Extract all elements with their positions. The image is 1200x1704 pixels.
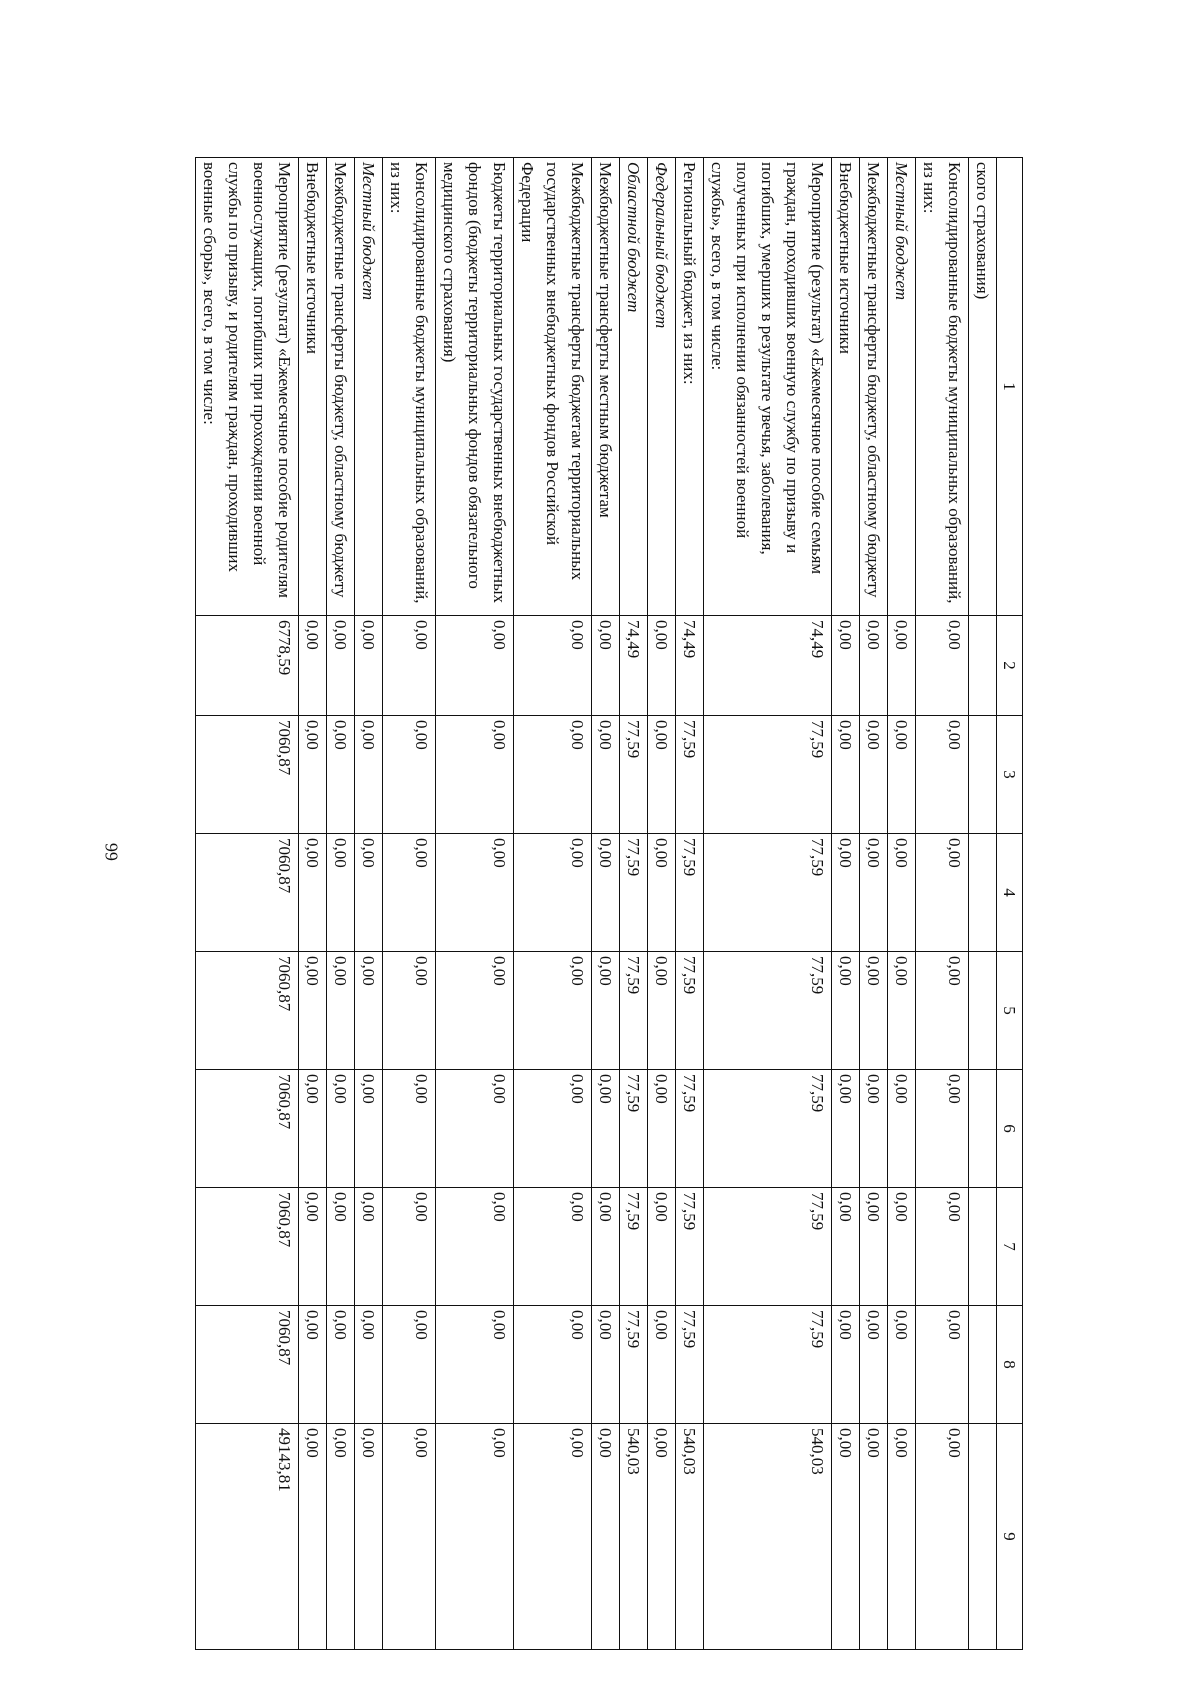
- cell-value: 77,59: [704, 1188, 832, 1306]
- cell-value: 0,00: [648, 1306, 676, 1424]
- table-row: [355, 158, 383, 1650]
- row-label: Бюджеты территориальных государственных внебюджетных фондов (бюджеты территориальных фондов обязательного медицинского страхования): [436, 158, 514, 616]
- cell-value: 0,00: [888, 1424, 916, 1650]
- cell-value: 0,00: [327, 616, 355, 716]
- cell-value: 540,03: [676, 1424, 704, 1650]
- cell-value: 0,00: [648, 1424, 676, 1650]
- cell-value: [969, 952, 997, 1070]
- cell-value: 77,59: [676, 1070, 704, 1188]
- row-label: Внебюджетные источники: [832, 158, 860, 616]
- cell-value: 77,59: [704, 1306, 832, 1424]
- cell-value: 540,03: [620, 1424, 648, 1650]
- cell-value: 49143,81: [196, 1424, 299, 1650]
- cell-value: 0,00: [832, 1070, 860, 1188]
- cell-value: 0,00: [436, 616, 514, 716]
- cell-value: 0,00: [916, 1424, 969, 1650]
- cell-value: 0,00: [514, 716, 592, 834]
- table-row: [860, 158, 888, 1650]
- cell-value: 0,00: [648, 716, 676, 834]
- cell-value: 0,00: [860, 1424, 888, 1650]
- header-row: [997, 158, 1023, 1650]
- cell-value: 0,00: [355, 616, 383, 716]
- cell-value: 0,00: [383, 834, 436, 952]
- cell-value: 77,59: [620, 952, 648, 1070]
- row-label: Региональный бюджет, из них:: [676, 158, 704, 616]
- cell-value: 77,59: [620, 834, 648, 952]
- cell-value: 0,00: [592, 834, 620, 952]
- row-label: Мероприятие (результат) «Ежемесячное пособие семьям граждан, проходивших военную службу по призыву и погибших, умерших в результате увечья, заболевания, полученных при исполнении обязанностей военной службы», всего, в том числе:: [704, 158, 832, 616]
- row-label: Федеральный бюджет: [648, 158, 676, 616]
- cell-value: 7060,87: [196, 1306, 299, 1424]
- cell-value: [969, 616, 997, 716]
- cell-value: 0,00: [916, 616, 969, 716]
- cell-value: 0,00: [592, 1306, 620, 1424]
- row-label: Местный бюджет: [355, 158, 383, 616]
- cell-value: 0,00: [436, 834, 514, 952]
- cell-value: 0,00: [860, 616, 888, 716]
- cell-value: 0,00: [832, 952, 860, 1070]
- cell-value: 0,00: [860, 716, 888, 834]
- cell-value: 0,00: [832, 834, 860, 952]
- cell-value: 77,59: [620, 1306, 648, 1424]
- row-label: Консолидированные бюджеты муниципальных образований, из них:: [916, 158, 969, 616]
- cell-value: 0,00: [860, 1306, 888, 1424]
- cell-value: 0,00: [299, 952, 327, 1070]
- cell-value: 77,59: [676, 834, 704, 952]
- cell-value: 0,00: [592, 1424, 620, 1650]
- cell-value: 0,00: [514, 1070, 592, 1188]
- cell-value: 77,59: [704, 716, 832, 834]
- cell-value: 77,59: [620, 1188, 648, 1306]
- cell-value: 0,00: [299, 1188, 327, 1306]
- cell-value: [969, 1306, 997, 1424]
- cell-value: 77,59: [676, 1306, 704, 1424]
- cell-value: 0,00: [592, 716, 620, 834]
- cell-value: 77,59: [704, 1070, 832, 1188]
- table-row: [648, 158, 676, 1650]
- cell-value: 0,00: [514, 834, 592, 952]
- cell-value: 0,00: [355, 952, 383, 1070]
- cell-value: 0,00: [514, 1424, 592, 1650]
- cell-value: 0,00: [832, 616, 860, 716]
- cell-value: 0,00: [383, 716, 436, 834]
- cell-value: 0,00: [436, 952, 514, 1070]
- cell-value: 0,00: [436, 716, 514, 834]
- cell-value: 77,59: [620, 716, 648, 834]
- cell-value: [969, 834, 997, 952]
- budget-table-container: [183, 157, 1023, 1649]
- table-row: [299, 158, 327, 1650]
- cell-value: 0,00: [514, 952, 592, 1070]
- table-row: [832, 158, 860, 1650]
- budget-table: [195, 157, 1023, 1650]
- table-row: [969, 158, 997, 1650]
- cell-value: 7060,87: [196, 1070, 299, 1188]
- cell-value: 0,00: [860, 834, 888, 952]
- row-label: ского страхования): [969, 158, 997, 616]
- cell-value: 0,00: [832, 1306, 860, 1424]
- cell-value: 77,59: [676, 716, 704, 834]
- table-body: [196, 158, 997, 1650]
- cell-value: 0,00: [383, 952, 436, 1070]
- cell-value: 0,00: [299, 834, 327, 952]
- cell-value: 0,00: [916, 1306, 969, 1424]
- cell-value: 0,00: [888, 1070, 916, 1188]
- cell-value: 0,00: [592, 952, 620, 1070]
- page-number: 66: [101, 843, 122, 861]
- cell-value: 0,00: [592, 616, 620, 716]
- cell-value: 77,59: [704, 952, 832, 1070]
- cell-value: 0,00: [355, 716, 383, 834]
- cell-value: 0,00: [860, 952, 888, 1070]
- column-header-9: 9: [997, 1424, 1023, 1650]
- cell-value: 77,59: [676, 952, 704, 1070]
- cell-value: 0,00: [299, 1424, 327, 1650]
- cell-value: 7060,87: [196, 716, 299, 834]
- cell-value: 74,49: [620, 616, 648, 716]
- cell-value: 0,00: [436, 1070, 514, 1188]
- cell-value: 0,00: [383, 616, 436, 716]
- cell-value: 0,00: [832, 716, 860, 834]
- cell-value: 0,00: [888, 716, 916, 834]
- cell-value: 0,00: [383, 1424, 436, 1650]
- column-header-4: 4: [997, 834, 1023, 952]
- table-row: [196, 158, 299, 1650]
- cell-value: 0,00: [383, 1306, 436, 1424]
- cell-value: [969, 716, 997, 834]
- row-label: Межбюджетные трансферты бюджетам территориальных государственных внебюджетных фондов Российской Федерации: [514, 158, 592, 616]
- cell-value: 7060,87: [196, 834, 299, 952]
- table-row: [888, 158, 916, 1650]
- table-row: [592, 158, 620, 1650]
- cell-value: 540,03: [704, 1424, 832, 1650]
- table-row: [436, 158, 514, 1650]
- cell-value: 0,00: [299, 616, 327, 716]
- table-row: [327, 158, 355, 1650]
- cell-value: 0,00: [832, 1188, 860, 1306]
- cell-value: 0,00: [327, 952, 355, 1070]
- cell-value: 0,00: [355, 1070, 383, 1188]
- column-header-2: 2: [997, 616, 1023, 716]
- cell-value: 0,00: [916, 952, 969, 1070]
- cell-value: 77,59: [676, 1188, 704, 1306]
- cell-value: [969, 1424, 997, 1650]
- table-row: [383, 158, 436, 1650]
- column-header-1: 1: [997, 158, 1023, 616]
- cell-value: 74,49: [676, 616, 704, 716]
- cell-value: 0,00: [383, 1188, 436, 1306]
- table-row: [514, 158, 592, 1650]
- cell-value: 0,00: [860, 1188, 888, 1306]
- cell-value: 0,00: [592, 1188, 620, 1306]
- row-label: Межбюджетные трансферты бюджету, областному бюджету: [327, 158, 355, 616]
- cell-value: 77,59: [704, 834, 832, 952]
- cell-value: 0,00: [514, 1306, 592, 1424]
- cell-value: 0,00: [860, 1070, 888, 1188]
- cell-value: 0,00: [648, 616, 676, 716]
- row-label: Местный бюджет: [888, 158, 916, 616]
- cell-value: 0,00: [916, 1070, 969, 1188]
- row-label: Областной бюджет: [620, 158, 648, 616]
- cell-value: 7060,87: [196, 952, 299, 1070]
- cell-value: 0,00: [648, 1070, 676, 1188]
- cell-value: 0,00: [648, 1188, 676, 1306]
- cell-value: 0,00: [916, 834, 969, 952]
- column-header-5: 5: [997, 952, 1023, 1070]
- table-row: [620, 158, 648, 1650]
- row-label: Внебюджетные источники: [299, 158, 327, 616]
- column-header-7: 7: [997, 1188, 1023, 1306]
- column-header-8: 8: [997, 1306, 1023, 1424]
- row-label: Консолидированные бюджеты муниципальных образований, из них:: [383, 158, 436, 616]
- cell-value: 77,59: [620, 1070, 648, 1188]
- cell-value: 0,00: [916, 716, 969, 834]
- cell-value: 0,00: [888, 834, 916, 952]
- cell-value: 74,49: [704, 616, 832, 716]
- cell-value: 0,00: [355, 1424, 383, 1650]
- table-row: [704, 158, 832, 1650]
- cell-value: 0,00: [327, 1070, 355, 1188]
- cell-value: 0,00: [648, 834, 676, 952]
- cell-value: 0,00: [592, 1070, 620, 1188]
- cell-value: 6778,59: [196, 616, 299, 716]
- cell-value: 0,00: [648, 952, 676, 1070]
- cell-value: 0,00: [327, 1188, 355, 1306]
- row-label: Мероприятие (результат) «Ежемесячное пособие родителям военнослужащих, погибших при прохождении военной службы по призыву, и родителям граждан, проходивших военные сборы», всего, в том числе:: [196, 158, 299, 616]
- column-header-3: 3: [997, 716, 1023, 834]
- cell-value: 0,00: [383, 1070, 436, 1188]
- cell-value: 0,00: [327, 716, 355, 834]
- cell-value: 0,00: [327, 1424, 355, 1650]
- cell-value: 0,00: [327, 1306, 355, 1424]
- cell-value: 0,00: [888, 952, 916, 1070]
- table-row: [676, 158, 704, 1650]
- cell-value: 0,00: [299, 1306, 327, 1424]
- table-row: [916, 158, 969, 1650]
- cell-value: 0,00: [299, 1070, 327, 1188]
- cell-value: [969, 1188, 997, 1306]
- cell-value: 0,00: [514, 616, 592, 716]
- cell-value: 0,00: [916, 1188, 969, 1306]
- cell-value: 7060,87: [196, 1188, 299, 1306]
- cell-value: 0,00: [436, 1424, 514, 1650]
- cell-value: 0,00: [355, 834, 383, 952]
- cell-value: 0,00: [514, 1188, 592, 1306]
- row-label: Межбюджетные трансферты местным бюджетам: [592, 158, 620, 616]
- cell-value: 0,00: [327, 834, 355, 952]
- cell-value: 0,00: [888, 1306, 916, 1424]
- cell-value: 0,00: [299, 716, 327, 834]
- cell-value: 0,00: [355, 1188, 383, 1306]
- cell-value: 0,00: [888, 1188, 916, 1306]
- cell-value: 0,00: [436, 1306, 514, 1424]
- cell-value: 0,00: [832, 1424, 860, 1650]
- cell-value: 0,00: [888, 616, 916, 716]
- cell-value: [969, 1070, 997, 1188]
- cell-value: 0,00: [355, 1306, 383, 1424]
- cell-value: 0,00: [436, 1188, 514, 1306]
- column-header-6: 6: [997, 1070, 1023, 1188]
- row-label: Межбюджетные трансферты бюджету, областному бюджету: [860, 158, 888, 616]
